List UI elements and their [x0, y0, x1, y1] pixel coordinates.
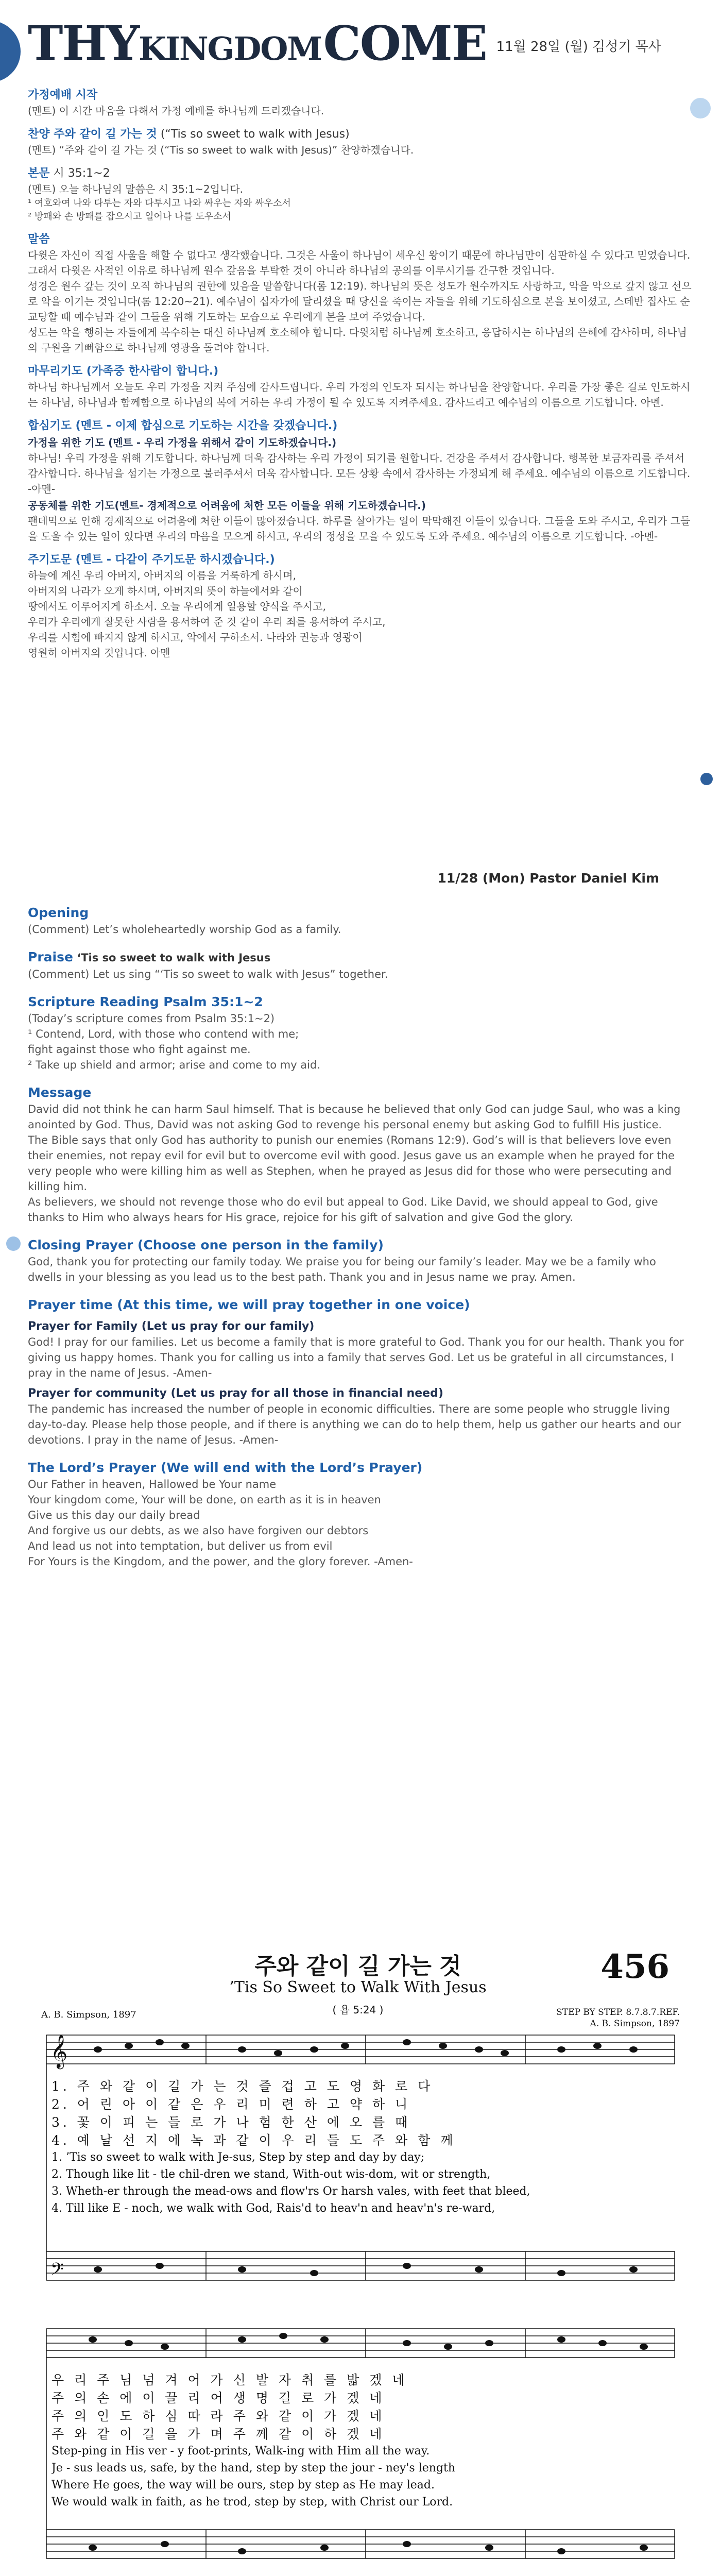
english-section — [28, 904, 692, 1569]
hymn-title-en: ’Tis So Sweet to Walk With Jesus — [229, 1978, 487, 1996]
subsection-heading: Prayer for Family (Let us pray for our family) — [28, 1320, 315, 1333]
prayer-line: 땅에서도 이루어지게 하소서. 오늘 우리에게 일용할 양식을 주시고, — [28, 600, 326, 613]
svg-text:𝄞: 𝄞 — [50, 2035, 68, 2068]
section-body: 팬데믹으로 인해 경제적으로 어려움에 처한 이들이 많아졌습니다. 하루를 살아가는 일이 막막해진 이들이 있습니다. 그들을 도와 주시고, 우리가 그들을 도울 수 있는 일이 있다면 우리의 마음을 모으게 하시고, 우리의 정성을 모을 수 있도록 도와 주세요. 예수님의 이름으로 기도합니다. -아멘- — [28, 515, 691, 543]
section-body: (Comment) Let us sing “‘Tis so sweet to walk with Jesus” together. — [28, 968, 388, 980]
prayer-line: 우리가 우리에게 잘못한 사람을 용서하여 준 것 같이 우리 죄를 용서하여 주시고, — [28, 616, 386, 628]
header-date-pastor: 11월 28일 (월) 김성기 목사 — [496, 39, 661, 55]
hymn-credit: STEP BY STEP. 8.7.8.7.REF. A. B. Simpson, 1897 — [556, 2007, 680, 2029]
english-date-pastor: 11/28 (Mon) Pastor Daniel Kim — [437, 871, 659, 886]
section-body: (Today’s scripture comes from Psalm 35:1~2) — [28, 1012, 275, 1025]
section-heading: Prayer time (At this time, we will pray together in one voice) — [28, 1297, 470, 1312]
prayer-line: 우리를 시험에 빠지지 않게 하시고, 악에서 구하소서. 나라와 권능과 영광이 — [28, 631, 363, 643]
sermon-paragraph: 성경은 원수 갚는 것이 오직 하나님의 권한에 있음을 말씀합니다(롬 12:19). 하나님의 뜻은 성도가 원수까지도 사랑하고, 악을 악으로 갚지 않고 선으로 악을 이기는 것입니다(롬 12:20~21). 예수님이 십자가에 달리셨을 때 당신을 죽이는 자들을 위해 기도하심으로 본을 보이셨고, 스데반 집사도 순교당할 때 예수님과 같이 그들을 위해 기도하는 모습으로 우리에게 본을 보여 주었습니다. — [28, 280, 692, 323]
section-body: The pandemic has increased the number of people in economic difficulties. There are some people who struggle living day-to-day. Please help those people, and if there is anything we can do to help them, help us gather our hearts and our devotions. I pray in the name of Jesus. -Amen- — [28, 1403, 681, 1446]
prayer-line: Give us this day our daily bread — [28, 1509, 200, 1521]
prayer-line: 영원히 아버지의 것입니다. 아멘 — [28, 647, 170, 659]
lyric-en: 3. Wheth-er through the mead-ows and flow'rs Or harsh vales, with feet that bleed, — [52, 2185, 530, 2198]
sermon-paragraph: As believers, we should not revenge those who do evil but appeal to God. Like David, we should appeal to God, give thanks to Him who always hears for His grace, rejoice for his gift of salvation and give God the glory. — [28, 1196, 658, 1224]
section-heading: 본문 시 35:1~2 — [28, 167, 110, 180]
section-heading: 주기도문 (멘트 - 다같이 주기도문 하시겠습니다.) — [28, 553, 275, 566]
hymn-reference: ( 욥 5:24 ) — [332, 2004, 384, 2016]
hymn-number: 456 — [600, 1947, 670, 1986]
section-body: (멘트) 이 시간 마음을 다해서 가정 예배를 하나님께 드리겠습니다. — [28, 105, 324, 117]
section-body: 하나님! 우리 가정을 위해 기도합니다. 하나님께 더욱 감사하는 우리 가정이 되기를 원합니다. 건강을 주셔서 감사합니다. 행복한 보금자리를 주셔서 감사합니다. 하나님을 섬기는 가정으로 불러주셔서 더욱 감사합니다. 모든 상황 속에서 감사하는 가정되게 해 주세요. 예수님의 이름으로 기도합니다. -아멘- — [28, 452, 691, 495]
lyric-kr: 우 리 주 님 넘 겨 어 가 신 발 자 취 를 밟 겠 네 — [52, 2372, 408, 2387]
section-heading: Message — [28, 1085, 92, 1100]
subsection-heading: 가정을 위한 기도 (멘트 - 우리 가정을 위해서 같이 기도하겠습니다.) — [28, 436, 337, 449]
lyric-en: We would walk in faith, as he trod, step by step, with Christ our Lord. — [52, 2496, 453, 2509]
lyric-kr: 2. 어 린 아 이 같 은 우 리 미 련 하 고 약 하 니 — [52, 2097, 411, 2112]
lyric-kr: 1. 주 와 같 이 길 가 는 것 즐 겁 고 도 영 화 로 다 — [52, 2079, 434, 2094]
section-body: (멘트) 오늘 하나님의 말씀은 시 35:1~2입니다. — [28, 183, 243, 195]
hymn-lyricist: A. B. Simpson, 1897 — [41, 2009, 136, 2020]
section-heading: 합심기도 (멘트 - 이제 합심으로 기도하는 시간을 갖겠습니다.) — [28, 419, 338, 432]
section-body: (멘트) “주와 같이 길 가는 것 (“Tis so sweet to walk with Jesus)” 찬양하겠습니다. — [28, 144, 414, 156]
lyric-en: Je - sus leads us, safe, by the hand, step by step the jour - ney's length — [52, 2462, 456, 2475]
lyric-en: Step-ping in His ver - y foot-prints, Walk-ing with Him all the way. — [52, 2445, 430, 2458]
section-body: 하나님 하나님께서 오늘도 우리 가정을 지켜 주심에 감사드립니다. 우리 가정의 인도자 되시는 하나님을 찬양합니다. 우리를 가장 좋은 길로 인도하시는 하나님, 하나님과 함께함으로 하나님의 복에 거하는 우리 가정이 될 수 있도록 지켜주세요. 감사드리고 예수님의 이름으로 기도합니다. 아멘. — [28, 381, 691, 409]
lyric-en: 1. ’Tis so sweet to walk with Je-sus, Step by step and day by day; — [52, 2151, 425, 2164]
section-heading: Closing Prayer (Choose one person in the family) — [28, 1238, 384, 1252]
hymn-sheet — [36, 1947, 680, 2576]
prayer-line: Your kingdom come, Your will be done, on earth as it is in heaven — [28, 1494, 381, 1506]
section-heading: The Lord’s Prayer (We will end with the Lord’s Prayer) — [28, 1460, 423, 1475]
sermon-paragraph: David did not think he can harm Saul himself. That is because he believed that only God can judge Saul, who was a king anointed by God. Thus, David was not asking God to revenge his personal enemy but asking God to fulfill His justice. — [28, 1103, 681, 1131]
section-heading: 말씀 — [28, 233, 50, 246]
section-heading: Praise ‘Tis so sweet to walk with Jesus — [28, 950, 271, 964]
section-heading: Opening — [28, 905, 89, 920]
section-heading: 마무리기도 (가족중 한사람이 합니다.) — [28, 365, 219, 378]
section-body: God! I pray for our families. Let us become a family that is more grateful to God. Thank you for our health. Thank you for giving us happy homes. Thank you for calling us into a family that serves God. Let us be grateful in all circumstances, I pray in the name of Jesus. -Amen- — [28, 1336, 684, 1379]
lyric-kr: 4. 예 날 선 지 에 녹 과 같 이 우 리 들 도 주 와 함 께 — [52, 2133, 456, 2148]
sermon-paragraph: The Bible says that only God has authority to punish our enemies (Romans 12:9). God’s will is that believers love even their enemies, not repay evil for evil but to overcome evil with good. Jesus gave us an example when he prayed for the very people who were killing him as well as Stephen, when he prayed as Jesus did for those who were persecuting and killing him. — [28, 1134, 675, 1193]
lyric-en: Where He goes, the way will be ours, step by step as He may lead. — [52, 2479, 435, 2492]
prayer-line: 아버지의 나라가 오게 하시며, 아버지의 뜻이 하늘에서와 같이 — [28, 585, 303, 597]
lyric-kr: 주 와 같 이 길 을 가 며 주 께 같 이 하 겠 네 — [52, 2427, 385, 2442]
subsection-heading: 공동체를 위한 기도(멘트- 경제적으로 어려움에 처한 모든 이들을 위해 기도하겠습니다.) — [28, 499, 426, 512]
section-heading: 찬양 주와 같이 길 가는 것 (“Tis so sweet to walk with Jesus) — [28, 128, 350, 141]
section-heading: Scripture Reading Psalm 35:1~2 — [28, 994, 263, 1009]
verse: ² Take up shield and armor; arise and come to my aid. — [28, 1059, 321, 1071]
prayer-line: Our Father in heaven, Hallowed be Your name — [28, 1478, 277, 1490]
prayer-line: 하늘에 계신 우리 아버지, 아버지의 이름을 거룩하게 하시며, — [28, 569, 296, 582]
brand-title: THYKINGDOM COME — [28, 15, 487, 71]
section-body: (Comment) Let’s wholeheartedly worship God as a family. — [28, 923, 341, 936]
decor-dot — [700, 773, 713, 785]
lyric-kr: 주 의 인 도 하 심 따 라 주 와 같 이 가 겠 네 — [52, 2409, 385, 2424]
sermon-paragraph: 성도는 악을 행하는 자들에게 복수하는 대신 하나님께 호소해야 합니다. 다윗처럼 하나님께 호소하고, 응답하시는 하나님의 은혜에 감사하며, 하나님의 구원을 기뻐함으로 하나님께 영광을 돌려야 합니다. — [28, 326, 687, 354]
hymn-title-kr: 주와 같이 길 가는 것 — [254, 1953, 461, 1979]
verse: fight against those who fight against me. — [28, 1043, 251, 1056]
verse: ² 방패와 손 방패를 잡으시고 일어나 나를 도우소서 — [28, 211, 232, 222]
decor-dot — [690, 98, 711, 118]
sermon-paragraph: 다윗은 자신이 직접 사울을 해할 수 없다고 생각했습니다. 그것은 사울이 하나님이 세우신 왕이기 때문에 하나님만이 심판하실 수 있다고 믿었습니다. 그래서 다윗은 사적인 이유로 하나님께 원수 갚음을 부탁한 것이 아니라 하나님의 공의를 이루시기를 간구한 것입니다. — [28, 249, 691, 277]
korean-section — [28, 88, 692, 660]
svg-text:𝄢: 𝄢 — [50, 2260, 64, 2283]
lyric-kr: 주 의 손 에 이 끌 리 어 생 명 길 로 가 겠 네 — [52, 2391, 385, 2405]
prayer-line: And lead us not into temptation, but deliver us from evil — [28, 1540, 333, 1552]
decor-blob — [0, 21, 21, 82]
verse: ¹ 여호와여 나와 다투는 자와 다투시고 나와 싸우는 자와 싸우소서 — [28, 198, 291, 209]
lyric-kr: 3. 꽃 이 피 는 들 로 가 나 험 한 산 에 오 를 때 — [52, 2115, 411, 2130]
lyric-en: 2. Though like lit - tle chil-dren we stand, With-out wis-dom, wit or strength, — [52, 2168, 491, 2181]
section-heading: 가정예배 시작 — [28, 89, 98, 101]
section-body: God, thank you for protecting our family today. We praise you for being our family’s leader. May we be a family who dwells in your blessing as you lead us to the best path. Thank you and in Jesus name we pray. Amen. — [28, 1256, 656, 1283]
lyric-en: 4. Till like E - noch, we walk with God, Rais'd to heav'n and heav'n's re-ward, — [52, 2202, 495, 2215]
decor-dot — [6, 1236, 21, 1251]
prayer-line: And forgive us our debts, as we also have forgiven our debtors — [28, 1524, 369, 1537]
subsection-heading: Prayer for community (Let us pray for all those in financial need) — [28, 1387, 443, 1400]
header — [28, 15, 692, 72]
prayer-line: For Yours is the Kingdom, and the power, and the glory forever. -Amen- — [28, 1555, 413, 1568]
verse: ¹ Contend, Lord, with those who contend with me; — [28, 1028, 299, 1040]
